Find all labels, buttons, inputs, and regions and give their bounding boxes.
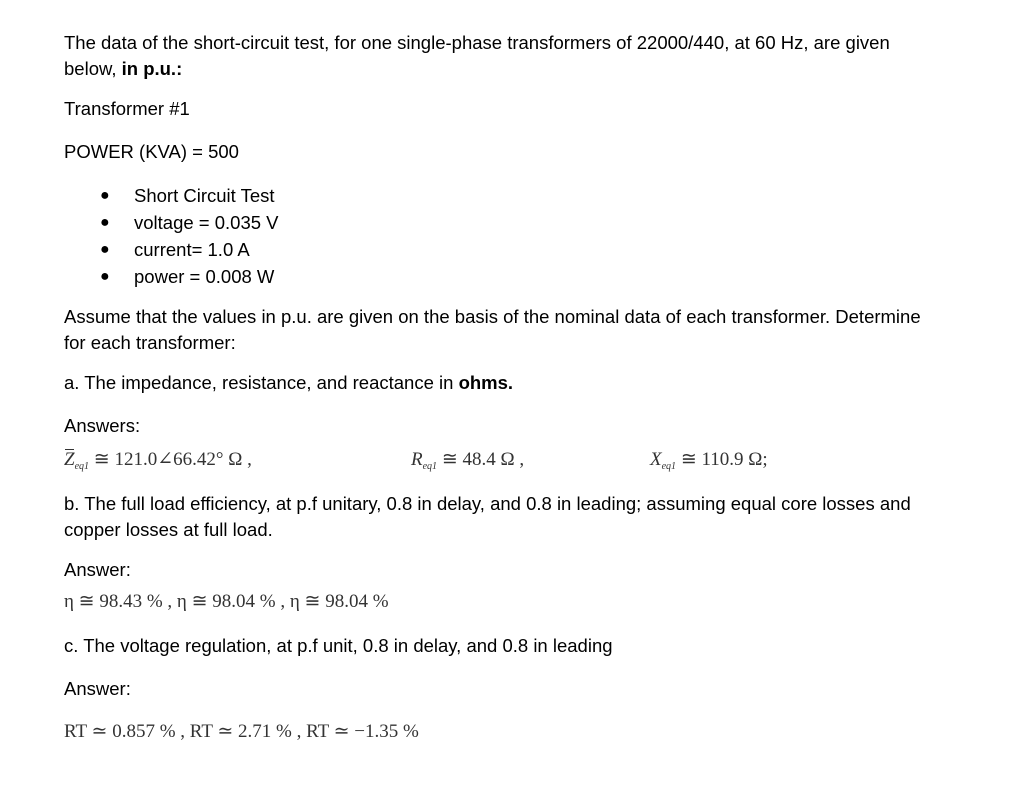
intro-bold: in p.u.:: [121, 58, 183, 79]
transformer-label: Transformer #1: [64, 98, 190, 119]
power-line: POWER (KVA) = 500: [64, 141, 239, 162]
document-page: [64, 30, 934, 745]
part-a-answers-label: Answers:: [64, 415, 141, 436]
part-b-answer-label: Answer:: [64, 559, 131, 580]
list-item: ● voltage = 0.035 V: [64, 209, 934, 236]
part-c-question: c. The voltage regulation, at p.f unit, 0.8 in delay, and 0.8 in leading: [64, 635, 613, 656]
list-item: ● Short Circuit Test: [64, 182, 934, 209]
intro-paragraph: [64, 30, 934, 82]
part-a-question: a. The impedance, resistance, and reactance in ohms.: [64, 372, 514, 393]
list-item: ● power = 0.008 W: [64, 263, 934, 290]
part-c-answer: RT ≃ 0.857 % , RT ≃ 2.71 % , RT ≃ −1.35 %: [64, 721, 419, 742]
part-b-answer: η ≅ 98.43 % , η ≅ 98.04 % , η ≅ 98.04 %: [64, 591, 389, 612]
assume-paragraph: Assume that the values in p.u. are given on the basis of the nominal data of each transformer. Determine for each transformer:: [64, 306, 921, 353]
part-b-question: b. The full load efficiency, at p.f unitary, 0.8 in delay, and 0.8 in leading; assuming equal core losses and copper losses at full load.: [64, 493, 911, 540]
resistance-answer: $R_{eq1}$ ≅ 48.4 Ω ,: [411, 449, 525, 472]
bullet-icon: ●: [100, 268, 110, 285]
part-c-answer-label: Answer:: [64, 678, 131, 699]
bullet-icon: ●: [100, 214, 110, 231]
test-data-list: [64, 182, 934, 290]
bullet-icon: ●: [100, 241, 110, 258]
intro-text: The data of the short-circuit test, for one single-phase transformers of 22000/440, at 60 Hz, are given below,: [64, 32, 890, 79]
list-item: ● current= 1.0 A: [64, 236, 934, 263]
impedance-answer: $Z_{eq1}$ ≅ 121.0∠66.42° Ω ,: [64, 449, 252, 472]
part-a-answers: [64, 447, 934, 479]
bullet-icon: ●: [100, 187, 110, 204]
reactance-answer: $X_{eq1}$ ≅ 110.9 Ω;: [650, 449, 768, 472]
